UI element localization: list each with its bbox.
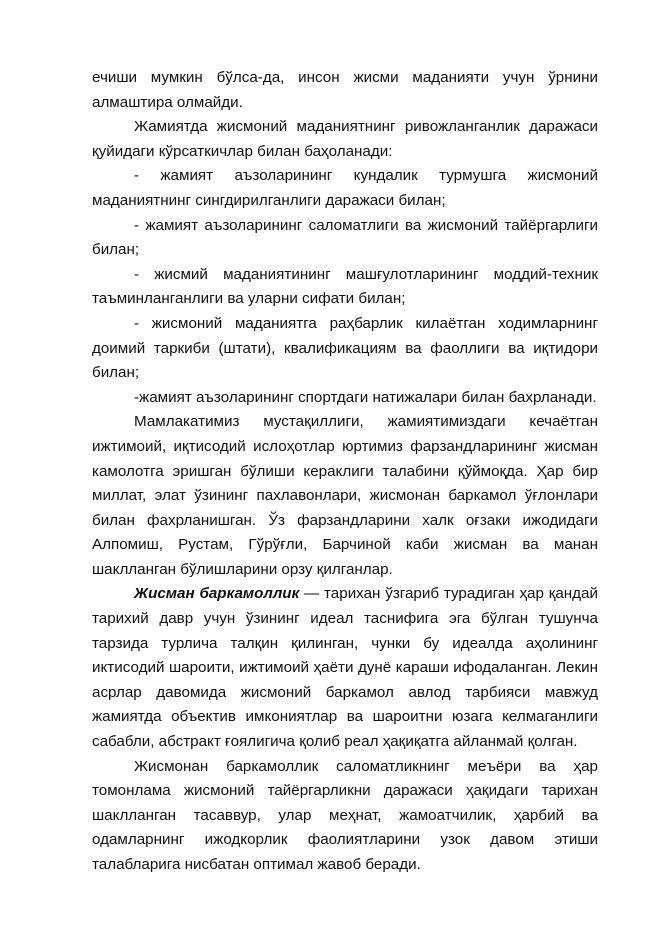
paragraph-independence: Мамлакатимиз мустақиллиги, жамиятимиздаги кечаётган ижтимоий, иқтисодий ислоҳотлар юртимиз фарзандларининг жисман камолотга эришган бўлиши кераклиги талабини қўймоқда. Ҳар бир миллат, элат ўзининг пахлавонлари, жисмонан баркамол ўғлонлари билан фахрланишган. Ўз фарзандларини халк оғзаки ижодидаги Алпомиш, Рустам, Гўрўғли, Барчиной каби жисман ва манан шаклланган бўлишларини орзу қилганлар. (92, 413, 598, 578)
defined-term: Жисман баркамоллик (134, 585, 300, 603)
list-item-sport-results: -жамият аъзоларининг спортдаги натижалари билан бахрланади. (134, 388, 597, 406)
paragraph-indicators-intro: Жамиятда жисмоний маданиятнинг ривожланганлик даражаси қуйидаги кўрсаткичлар билан баҳоланади: (92, 118, 598, 160)
list-item-health: - жамият аъзоларининг саломатлиги ва жисмоний тайёргарлиги билан; (92, 216, 598, 259)
document-page (92, 66, 598, 878)
list-item-staff: - жисмоний маданиятга раҳбарлик килаётган ходимларнинг доимий таркиби (штати), квалификациям ва фаоллиги ва иқтидори билан; (92, 314, 598, 382)
list-item-material-support: - жисмий маданиятининг машғулотларининг моддий-техник таъминланганлиги ва уларни сифати билан; (92, 265, 598, 308)
paragraph-continuation: ечиши мумкин бўлса-да, инсон жисми маданияти учун ўрнини алмаштира олмайди. (92, 69, 598, 111)
list-item-daily-life: - жамият аъзоларининг кундалик турмушга жисмоний маданиятнинг сингдирилганлиги даражаси билан; (92, 167, 598, 209)
definition-text: — тарихан ўзгариб турадиган ҳар қандай тарихий давр учун ўзининг идеал таснифига эга бўлган тушунча тарзида турлича талқин қилинган, чунки бу идеалда аҳолининг иктисодий шароити, ижтимоий ҳаёти дунё караши ифодаланган. Лекин асрлар давомида жисмоний баркамол авлод тарбияси мавжуд жамиятда объектив имкониятлар ва шароитни юзага келмаганлиги сабабли, абстракт ғоялигича қолиб реал ҳақиқатга айланмай қолган. (92, 585, 598, 751)
paragraph-conclusion: Жисмонан баркамоллик саломатликнинг меъёри ва ҳар томонлама жисмоний тайёргарликни даражаси ҳақидаги тарихан шаклланган тасаввур, улар меҳнат, жамоатчилик, ҳарбий ва одамларнинг ижодкорлик фаолиятларини узок давом этиши талабларига нисбатан оптимал жавоб беради. (92, 757, 598, 873)
paragraph-definition (92, 582, 598, 754)
